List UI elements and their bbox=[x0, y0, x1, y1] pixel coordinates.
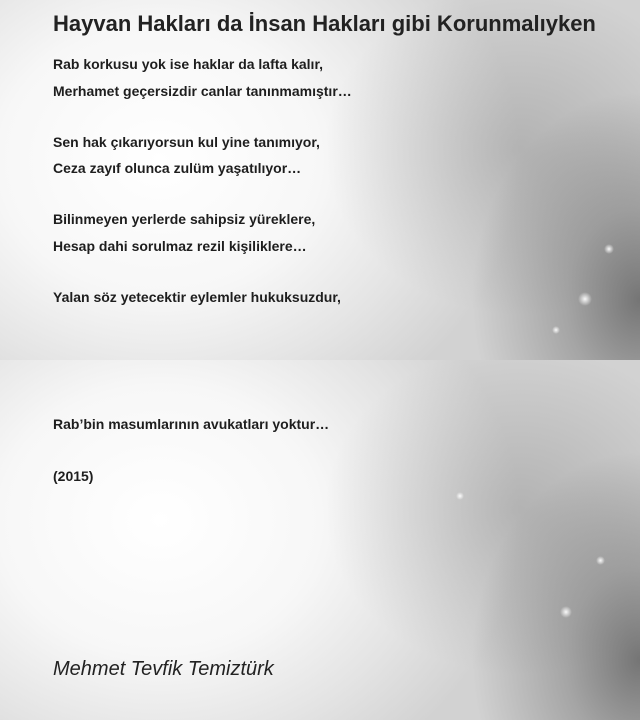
sparkle-decoration bbox=[604, 244, 614, 254]
sparkle-decoration bbox=[578, 292, 592, 306]
sparkle-decoration bbox=[560, 606, 572, 618]
poem-line: Rab korkusu yok ise haklar da lafta kalır, bbox=[53, 56, 324, 72]
poem-title: Hayvan Hakları da İnsan Hakları gibi Korunmalıyken bbox=[53, 11, 596, 36]
poem-line: Ceza zayıf olunca zulüm yaşatılıyor… bbox=[53, 160, 302, 176]
sparkle-decoration bbox=[456, 492, 464, 500]
poem-line: Hesap dahi sorulmaz rezil kişiliklere… bbox=[53, 238, 307, 254]
poem-date: (2015) bbox=[53, 468, 94, 484]
author-signature: Mehmet Tevfik Temiztürk bbox=[53, 658, 274, 680]
poem-line: Yalan söz yetecektir eylemler hukuksuzdur, bbox=[53, 289, 341, 305]
poem-line: Sen hak çıkarıyorsun kul yine tanımıyor, bbox=[53, 134, 320, 150]
sparkle-decoration bbox=[552, 326, 560, 334]
poem-line: Rab’bin masumlarının avukatları yoktur… bbox=[53, 416, 330, 432]
poem-line: Bilinmeyen yerlerde sahipsiz yüreklere, bbox=[53, 211, 316, 227]
poem-page-2 bbox=[0, 360, 640, 720]
sparkle-decoration bbox=[596, 556, 605, 565]
poem-line: Merhamet geçersizdir canlar tanınmamıştır… bbox=[53, 83, 352, 99]
